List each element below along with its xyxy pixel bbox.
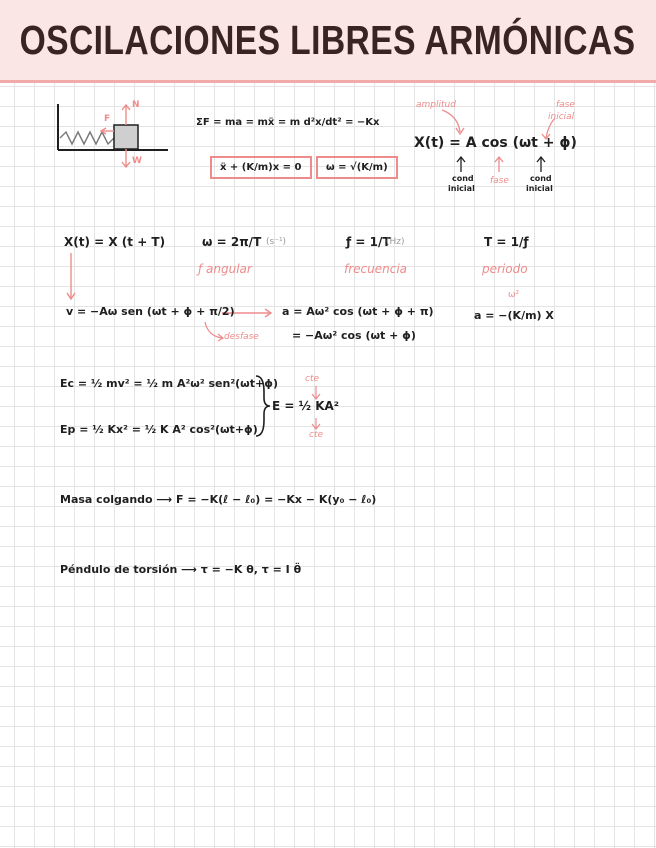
friction-label: F [104,114,111,124]
acceleration-short: a = −(K/m) X [474,309,554,322]
initial-phase-note-2: inicial [548,112,575,122]
kinetic-energy: Ec = ½ mv² = ½ m A²ω² sen²(ωt+ϕ) [60,377,279,390]
normal-label: N [132,100,140,110]
omega-box: ω = √(K/m) [316,156,398,179]
angular-frequency-label: ƒ angular [198,262,252,276]
newton-equation: ΣF = ma = mẍ = m d²x/dt² = −Kx [196,117,380,128]
equation-box: ẍ + (K/m)x = 0 [210,156,312,179]
derivative-arrow [67,253,75,299]
acceleration-simplified: = −Aω² cos (ωt + ϕ) [292,329,416,342]
omega-unit: (s⁻¹) [266,237,287,247]
cond-note-2: inicial [448,184,475,193]
initial-phase-note-1: fase [556,100,575,110]
spring-mass-diagram [58,104,168,167]
desfase-note: desfase [224,332,259,342]
frequency-label: frecuencia [344,262,408,276]
omega-definition: ω = 2π/T [202,235,262,249]
solution-equation: X(t) = A cos (ωt + ϕ) [414,135,577,151]
frequency-unit: (Hz) [386,237,405,247]
torsion-pendulum-equation: Péndulo de torsión ⟶ τ = −K θ, τ = I θ̈ [60,563,302,576]
total-energy: E = ½ KA² [272,399,340,413]
hanging-mass-equation: Masa colgando ⟶ F = −K(ℓ − ℓ₀) = −Kx − K(y₀ − ℓ₀) [60,493,377,506]
frequency-definition: ƒ = 1/T [346,235,391,249]
period-definition: T = 1/ƒ [484,235,529,249]
cond-note-1: cond [452,174,474,183]
constant-note-top: cte [305,374,320,384]
periodic-condition: X(t) = X (t + T) [64,235,166,249]
period-label: periodo [482,262,528,276]
amplitude-note: amplitud [416,100,456,110]
cond-note-4: inicial [526,184,553,193]
page-title: OSCILACIONES LIBRES ARMÓNICAS [20,16,636,63]
omega-squared-note: ω² [508,290,520,300]
cond-note-3: cond [530,174,552,183]
potential-energy: Ep = ½ Kx² = ½ K A² cos²(ωt+ϕ) [60,423,258,436]
velocity-equation: v = −Aω sen (ωt + ϕ + π/2) [66,305,235,318]
constant-note-bottom: cte [309,430,324,440]
phase-note: fase [490,176,509,186]
acceleration-equation: a = Aω² cos (ωt + ϕ + π) [282,305,434,318]
weight-label: W [132,156,142,166]
